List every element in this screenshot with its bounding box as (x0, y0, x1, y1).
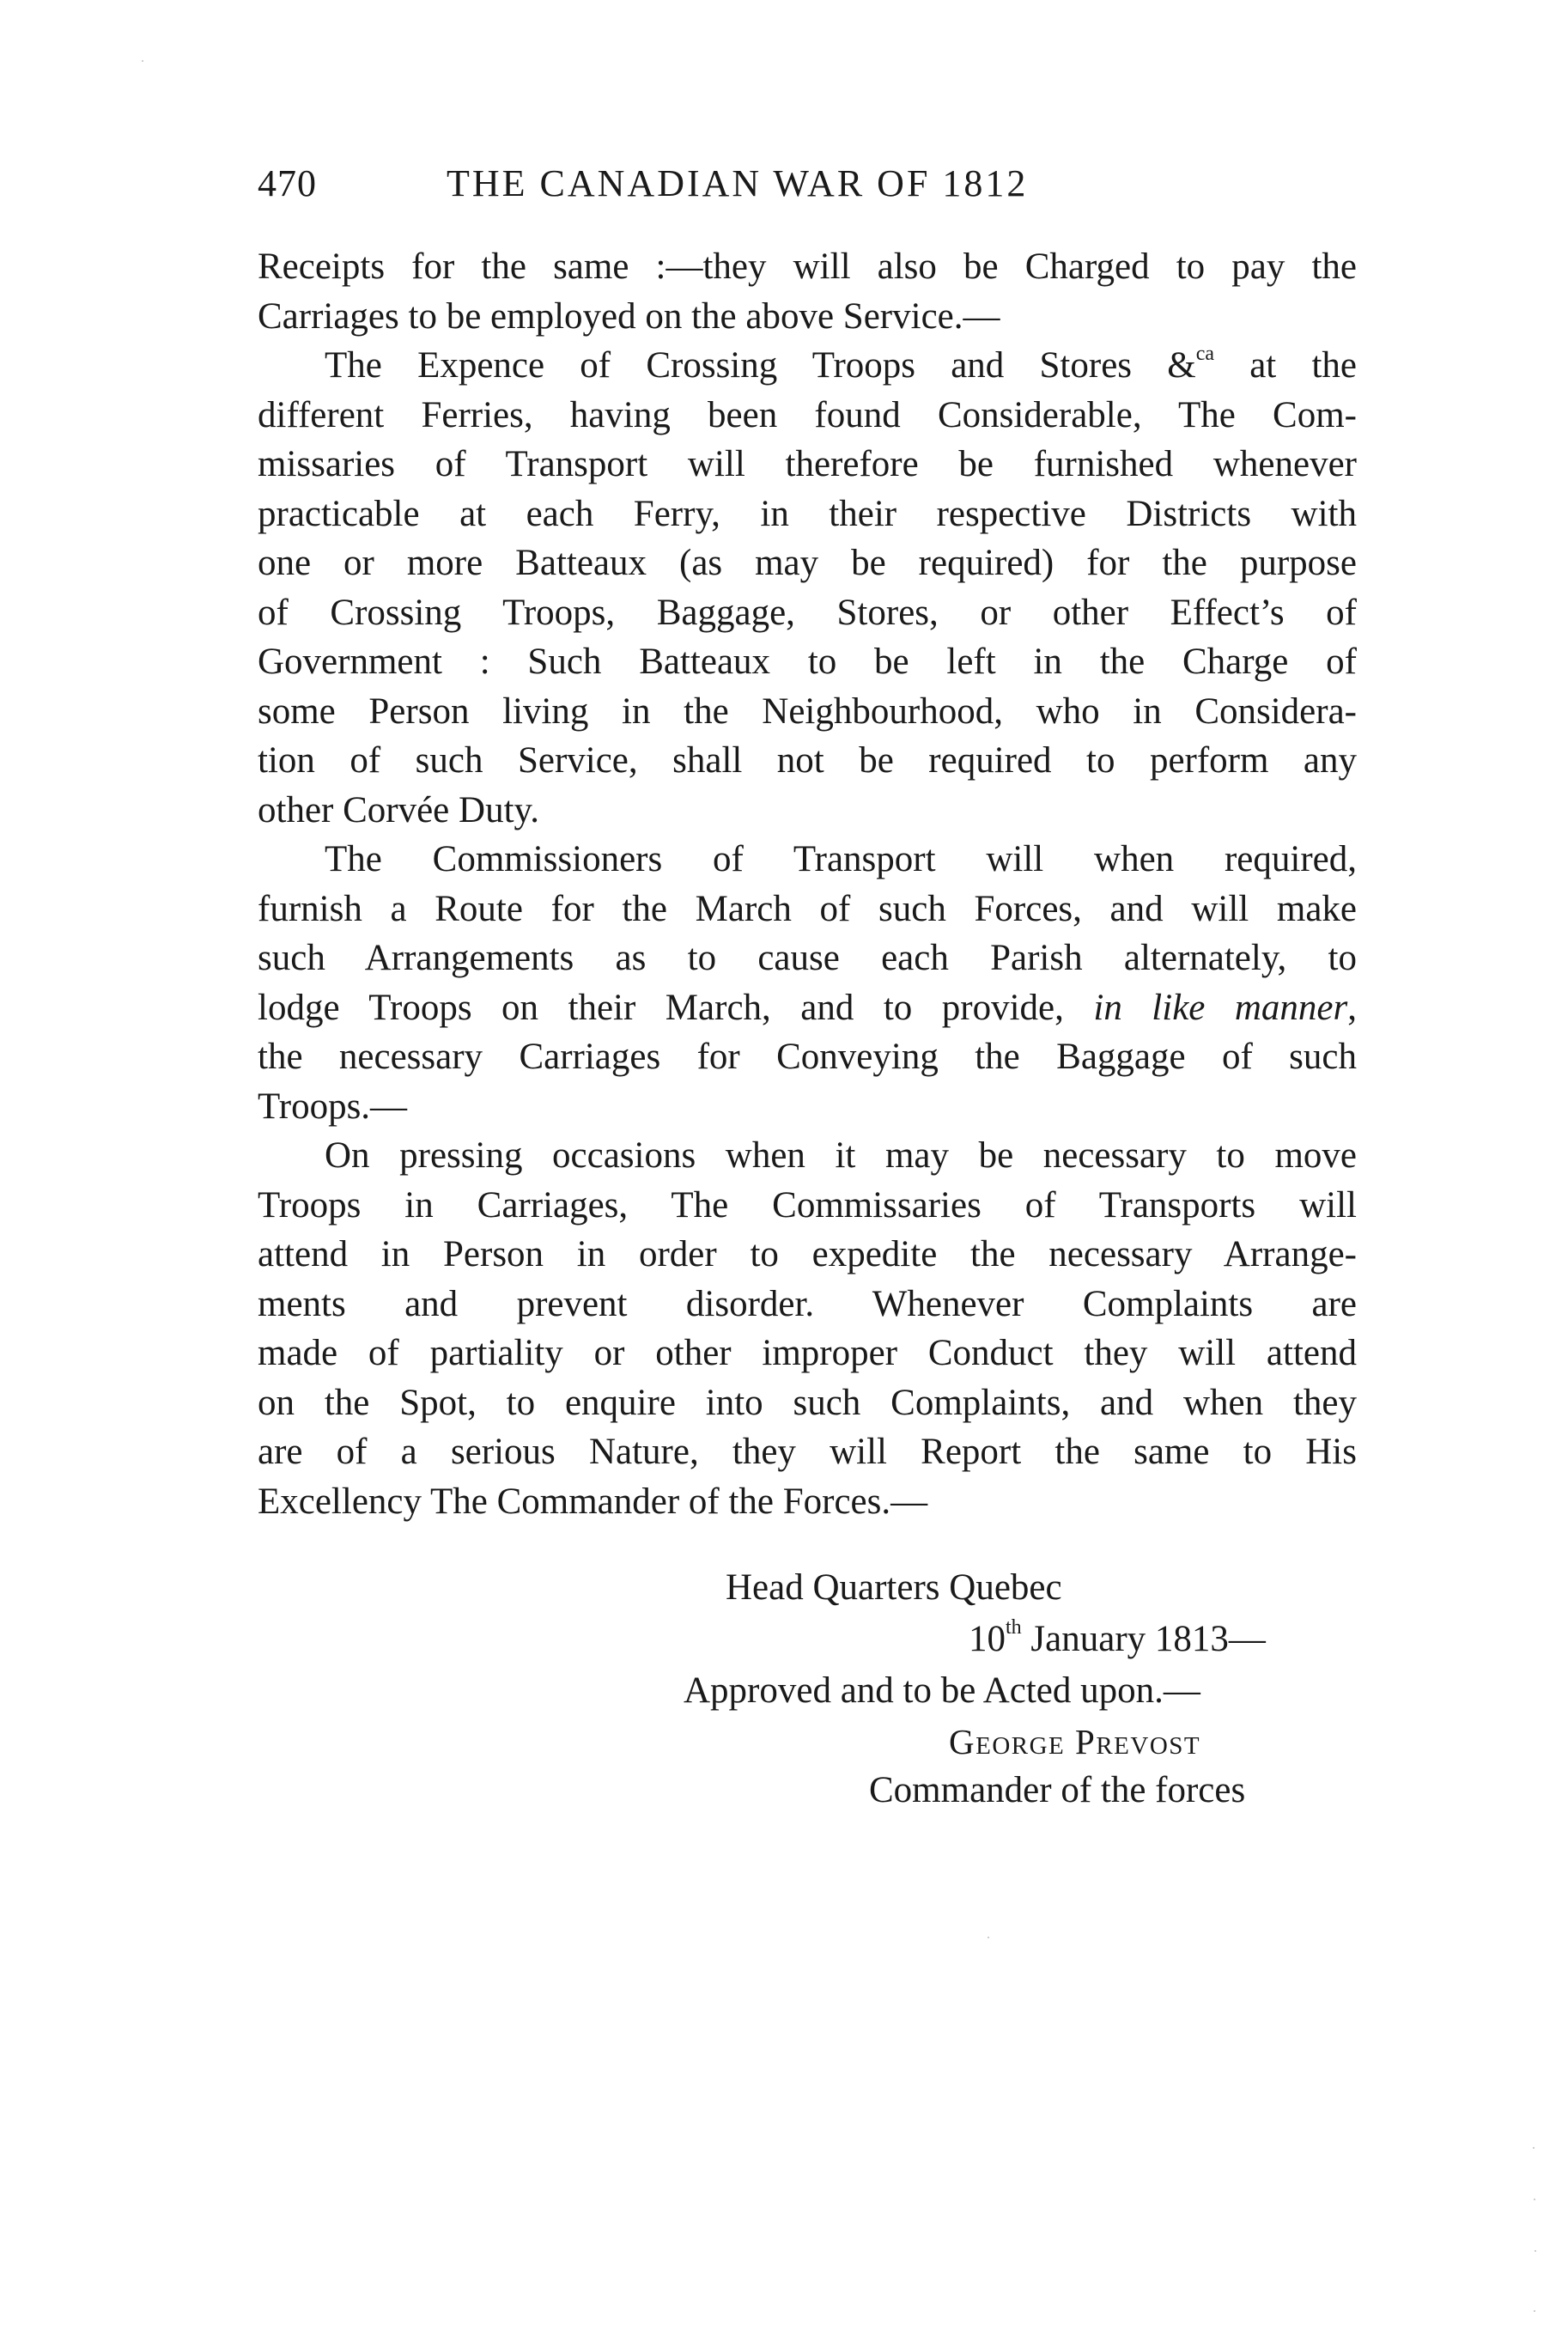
text-line: different Ferries, having been found Considerable, The Com- (258, 394, 1357, 435)
text-line: other Corvée Duty. (258, 789, 539, 830)
page-number: 470 (258, 162, 317, 204)
body-text (258, 242, 1357, 1526)
text-fragment: lodge Troops on their March, and to provide, (258, 987, 1094, 1028)
book-title: THE CANADIAN WAR OF 1812 (447, 162, 1029, 204)
date-day: 10 (969, 1619, 1006, 1659)
text-line: made of partiality or other improper Conduct they will attend (258, 1333, 1357, 1373)
text-line: such Arrangements as to cause each Parish alternately, to (258, 938, 1357, 978)
scan-speck (142, 60, 143, 62)
closing-block (0, 1546, 1568, 1889)
text-line: missaries of Transport will therefore be furnished whenever (258, 444, 1357, 484)
scan-speck (1534, 2310, 1535, 2312)
signer-name: George Prevost (949, 1722, 1201, 1761)
text-line: practicable at each Ferry, in their respective Districts with (258, 493, 1357, 534)
text-line: Troops in Carriages, The Commissaries of Transports will (258, 1184, 1357, 1226)
date-rest: January 1813— (1021, 1619, 1266, 1659)
text-line: Government : Such Batteaux to be left in the Charge of (258, 642, 1357, 682)
superscript: th (1006, 1616, 1022, 1639)
text-line (258, 983, 1357, 1033)
text-line: some Person living in the Neighbourhood, who in Considera- (258, 690, 1357, 732)
text-line: the necessary Carriages for Conveying the Baggage of such (258, 1037, 1357, 1077)
text-fragment: , (1347, 987, 1357, 1028)
place-line: Head Quarters Quebec (726, 1567, 1062, 1608)
text-line: tion of such Service, shall not be required to perform any (258, 740, 1357, 781)
text-line: On pressing occasions when it may be necessary to move (325, 1135, 1357, 1176)
text-line: ments and prevent disorder. Whenever Complaints are (258, 1283, 1357, 1324)
running-head (258, 161, 1219, 213)
text-fragment: The Expence of Crossing Troops and Stores & (325, 345, 1196, 386)
text-line: furnish a Route for the March of such Forces, and will make (258, 888, 1357, 929)
italic-phrase: in like manner (1093, 987, 1348, 1028)
scan-speck (1533, 2147, 1535, 2149)
approval-line: Approved and to be Acted upon.— (684, 1670, 1200, 1711)
text-line: on the Spot, to enquire into such Complaints, and when they (258, 1382, 1357, 1423)
text-line: of Crossing Troops, Baggage, Stores, or other Effect’s of (258, 592, 1357, 633)
text-line: are of a serious Nature, they will Report the same to His (258, 1432, 1357, 1472)
scan-speck (1535, 2250, 1536, 2252)
text-line: Receipts for the same :—they will also be Charged to pay the (258, 246, 1357, 287)
text-line: The Commissioners of Transport will when required, (325, 839, 1357, 879)
text-line: Carriages to be employed on the above Service.— (258, 295, 1000, 337)
text-line: one or more Batteaux (as may be required) for the purpose (258, 543, 1357, 583)
superscript: ca (1195, 343, 1214, 365)
text-line: attend in Person in order to expedite the necessary Arrange- (258, 1234, 1357, 1274)
scan-speck (1534, 2199, 1535, 2200)
text-line: Excellency The Commander of the Forces.— (258, 1481, 928, 1522)
text-line: Troops.— (258, 1086, 408, 1127)
scan-speck (988, 1937, 989, 1938)
signer-title: Commander of the forces (869, 1770, 1246, 1810)
text-line (258, 341, 1357, 391)
date-line (969, 1615, 1266, 1664)
text-fragment: at the (1214, 345, 1357, 386)
